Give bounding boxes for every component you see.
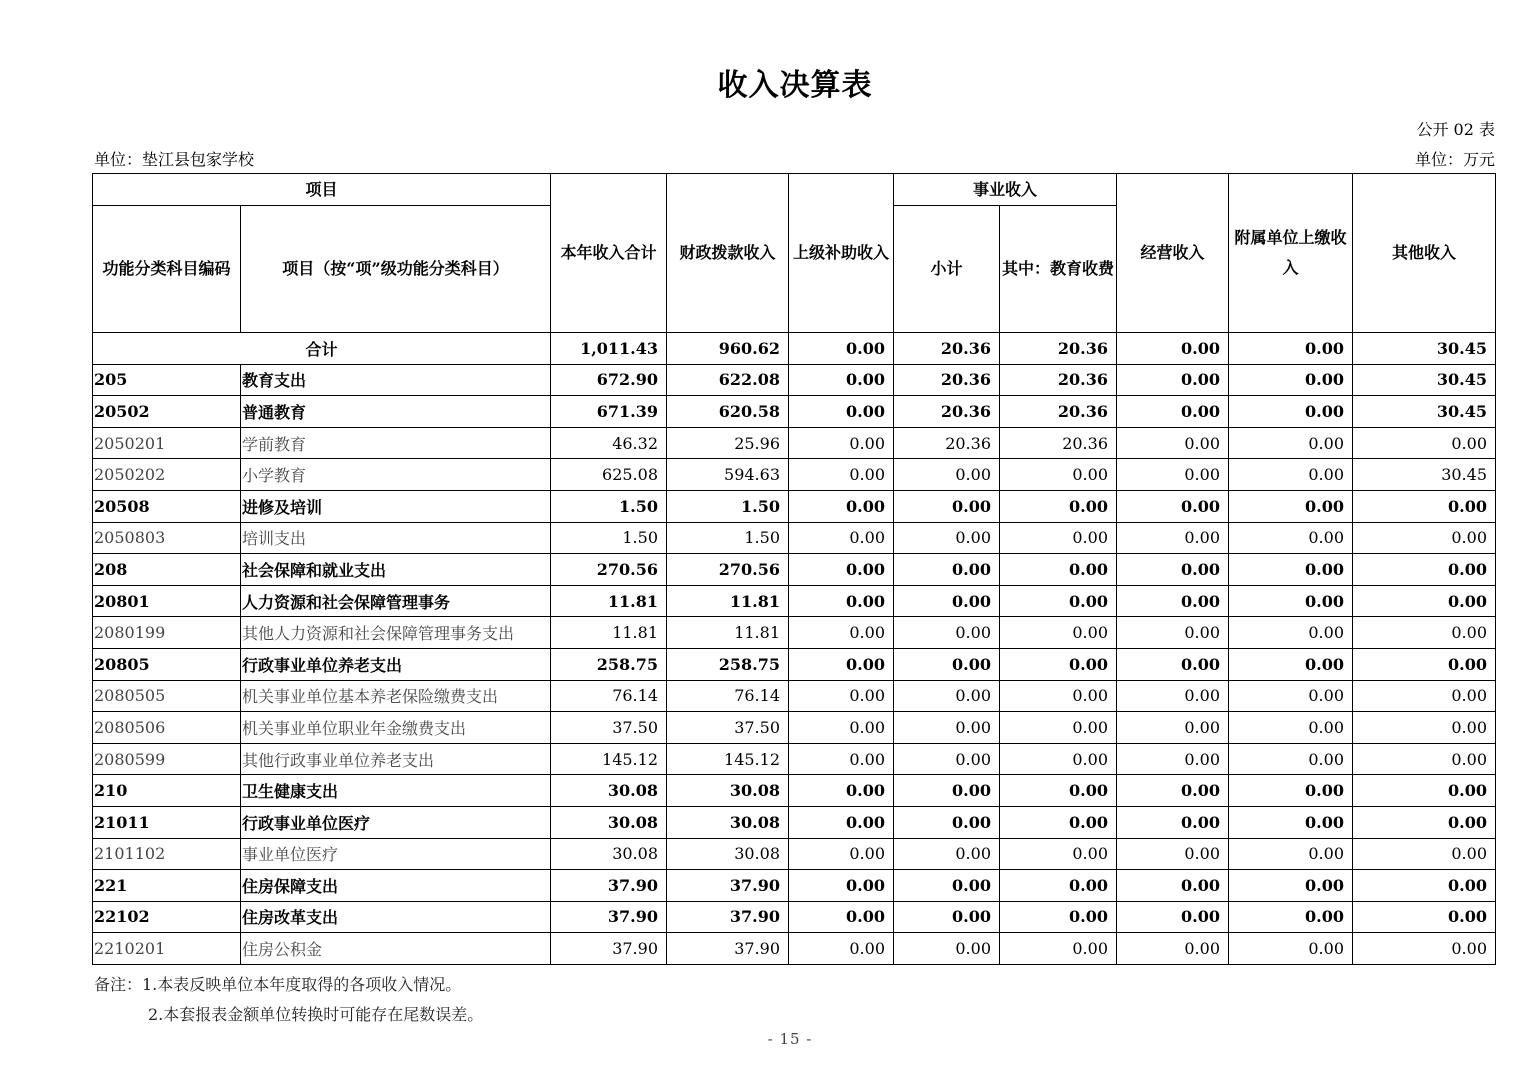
- row-value: 0.00: [789, 743, 894, 775]
- row-value: 0.00: [789, 806, 894, 838]
- row-value: 25.96: [667, 427, 789, 459]
- row-value: 0.00: [1117, 459, 1229, 491]
- row-code: 22102: [93, 901, 241, 933]
- row-code: 20801: [93, 585, 241, 617]
- row-value: 30.08: [551, 775, 667, 807]
- row-value: 0.00: [1229, 617, 1353, 649]
- table-row: [93, 585, 1496, 617]
- row-value: 0.00: [1229, 901, 1353, 933]
- row-value: 0.00: [1117, 364, 1229, 396]
- row-code: 20805: [93, 648, 241, 680]
- row-value: 0.00: [1117, 585, 1229, 617]
- row-value: 0.00: [1117, 775, 1229, 807]
- row-value: 1.50: [667, 522, 789, 554]
- row-value: 0.00: [1353, 617, 1496, 649]
- row-value: 37.50: [667, 712, 789, 744]
- row-value: 46.32: [551, 427, 667, 459]
- row-value: 30.08: [667, 838, 789, 870]
- table-row: [93, 648, 1496, 680]
- unit-name: 单位：垫江县包家学校: [94, 150, 255, 169]
- row-name: 人力资源和社会保障管理事务: [241, 585, 551, 617]
- row-value: 0.00: [789, 522, 894, 554]
- row-name: 住房保障支出: [241, 870, 551, 902]
- row-value: 594.63: [667, 459, 789, 491]
- row-value: 0.00: [894, 459, 1000, 491]
- row-value: 0.00: [894, 901, 1000, 933]
- header-affiliated: 附属单位上缴收入: [1229, 174, 1353, 333]
- row-value: 11.81: [551, 617, 667, 649]
- row-value: 0.00: [1229, 680, 1353, 712]
- row-value: 0.00: [1000, 933, 1117, 965]
- row-value: 0.00: [1000, 522, 1117, 554]
- row-value: 0.00: [1000, 712, 1117, 744]
- row-name: 卫生健康支出: [241, 775, 551, 807]
- header-xiangmu: 项目: [93, 174, 551, 206]
- header-edu-fee: 其中：教育收费: [1000, 206, 1117, 333]
- form-number: 公开 02 表: [1416, 120, 1495, 139]
- page-title: 收入决算表: [717, 68, 873, 103]
- row-value: 0.00: [1000, 901, 1117, 933]
- row-code: 208: [93, 554, 241, 586]
- row-name: 行政事业单位医疗: [241, 806, 551, 838]
- row-name: 机关事业单位基本养老保险缴费支出: [241, 680, 551, 712]
- row-value: 0.00: [894, 775, 1000, 807]
- row-value: 0.00: [894, 743, 1000, 775]
- row-value: 37.90: [551, 933, 667, 965]
- table-row: [93, 396, 1496, 428]
- row-value: 0.00: [1229, 933, 1353, 965]
- row-value: 37.90: [551, 870, 667, 902]
- row-value: 0.00: [1000, 775, 1117, 807]
- row-value: 0.00: [1117, 617, 1229, 649]
- row-value: 0.00: [1117, 712, 1229, 744]
- row-value: 0.00: [1353, 490, 1496, 522]
- row-value: 0.00: [789, 901, 894, 933]
- row-value: 0.00: [1117, 427, 1229, 459]
- row-name: 事业单位医疗: [241, 838, 551, 870]
- row-value: 0.00: [1229, 743, 1353, 775]
- header-other: 其他收入: [1353, 174, 1496, 333]
- row-value: 0.00: [789, 648, 894, 680]
- row-value: 145.12: [667, 743, 789, 775]
- row-code: 2080506: [93, 712, 241, 744]
- row-value: 0.00: [1353, 522, 1496, 554]
- row-value: 0.00: [1000, 617, 1117, 649]
- note-2: 2.本套报表金额单位转换时可能存在尾数误差。: [148, 1005, 484, 1024]
- row-value: 0.00: [1229, 554, 1353, 586]
- row-name: 教育支出: [241, 364, 551, 396]
- row-value: 0.00: [894, 522, 1000, 554]
- table-row: [93, 364, 1496, 396]
- row-value: 0.00: [894, 648, 1000, 680]
- row-value: 270.56: [551, 554, 667, 586]
- row-value: 0.00: [1117, 554, 1229, 586]
- table-row: [93, 838, 1496, 870]
- row-value: 37.90: [667, 901, 789, 933]
- row-value: 0.00: [1353, 775, 1496, 807]
- header-name: 项目（按“项”级功能分类科目）: [241, 206, 551, 333]
- row-value: 0.00: [1229, 838, 1353, 870]
- row-code: 2050803: [93, 522, 241, 554]
- currency-unit: 单位：万元: [1414, 150, 1495, 169]
- row-value: 76.14: [667, 680, 789, 712]
- row-value: 625.08: [551, 459, 667, 491]
- row-value: 0.00: [1353, 806, 1496, 838]
- row-code: 2080505: [93, 680, 241, 712]
- row-value: 0.00: [1353, 870, 1496, 902]
- row-value: 270.56: [667, 554, 789, 586]
- total-cell: 0.00: [1229, 333, 1353, 365]
- table-row: [93, 743, 1496, 775]
- row-value: 0.00: [894, 806, 1000, 838]
- table-row: [93, 901, 1496, 933]
- row-value: 0.00: [1353, 743, 1496, 775]
- row-value: 0.00: [789, 585, 894, 617]
- row-name: 培训支出: [241, 522, 551, 554]
- row-value: 11.81: [667, 585, 789, 617]
- row-value: 0.00: [1229, 806, 1353, 838]
- row-value: 1.50: [551, 490, 667, 522]
- row-value: 37.90: [667, 870, 789, 902]
- row-value: 0.00: [894, 712, 1000, 744]
- row-value: 672.90: [551, 364, 667, 396]
- row-value: 0.00: [1229, 522, 1353, 554]
- total-cell: 20.36: [1000, 333, 1117, 365]
- row-value: 11.81: [551, 585, 667, 617]
- row-value: 0.00: [1000, 680, 1117, 712]
- row-name: 社会保障和就业支出: [241, 554, 551, 586]
- header-total: 本年收入合计: [551, 174, 667, 333]
- row-value: 0.00: [894, 870, 1000, 902]
- row-value: 0.00: [1000, 743, 1117, 775]
- row-value: 37.90: [667, 933, 789, 965]
- page-number: - 15 -: [767, 1030, 813, 1048]
- row-value: 0.00: [1117, 838, 1229, 870]
- row-value: 0.00: [1229, 490, 1353, 522]
- total-label: 合计: [93, 333, 551, 365]
- row-value: 0.00: [1000, 554, 1117, 586]
- row-value: 0.00: [789, 838, 894, 870]
- row-value: 0.00: [894, 554, 1000, 586]
- row-value: 0.00: [1117, 648, 1229, 680]
- row-value: 20.36: [1000, 427, 1117, 459]
- header-shiye: 事业收入: [894, 174, 1117, 206]
- row-value: 0.00: [1353, 680, 1496, 712]
- total-cell: 30.45: [1353, 333, 1496, 365]
- row-name: 行政事业单位养老支出: [241, 648, 551, 680]
- row-value: 0.00: [894, 585, 1000, 617]
- total-cell: 960.62: [667, 333, 789, 365]
- row-value: 0.00: [789, 870, 894, 902]
- table-row: [93, 775, 1496, 807]
- row-value: 0.00: [789, 775, 894, 807]
- row-code: 210: [93, 775, 241, 807]
- row-value: 620.58: [667, 396, 789, 428]
- row-value: 0.00: [1353, 427, 1496, 459]
- row-value: 0.00: [789, 459, 894, 491]
- row-code: 205: [93, 364, 241, 396]
- row-value: 0.00: [789, 364, 894, 396]
- table-row: [93, 870, 1496, 902]
- row-value: 0.00: [789, 712, 894, 744]
- total-cell: 20.36: [894, 333, 1000, 365]
- row-value: 0.00: [894, 490, 1000, 522]
- row-value: 0.00: [1353, 712, 1496, 744]
- table-row: [93, 617, 1496, 649]
- row-value: 145.12: [551, 743, 667, 775]
- row-value: 0.00: [1353, 838, 1496, 870]
- row-value: 0.00: [1229, 396, 1353, 428]
- table-row: [93, 427, 1496, 459]
- row-value: 0.00: [1000, 490, 1117, 522]
- row-value: 30.08: [667, 806, 789, 838]
- table-row: [93, 490, 1496, 522]
- row-value: 0.00: [1353, 901, 1496, 933]
- row-value: 0.00: [894, 838, 1000, 870]
- row-value: 0.00: [789, 680, 894, 712]
- row-value: 622.08: [667, 364, 789, 396]
- header-fiscal: 财政拨款收入: [667, 174, 789, 333]
- row-value: 0.00: [1229, 585, 1353, 617]
- notes: [94, 970, 483, 1030]
- row-value: 0.00: [789, 490, 894, 522]
- row-name: 学前教育: [241, 427, 551, 459]
- row-value: 0.00: [894, 617, 1000, 649]
- row-code: 2050202: [93, 459, 241, 491]
- row-value: 0.00: [1353, 933, 1496, 965]
- header-code: 功能分类科目编码: [93, 206, 241, 333]
- note-1: 备注：1.本表反映单位本年度取得的各项收入情况。: [94, 975, 462, 994]
- row-value: 0.00: [1117, 933, 1229, 965]
- row-value: 0.00: [1229, 870, 1353, 902]
- row-value: 0.00: [1000, 648, 1117, 680]
- row-value: 0.00: [1000, 459, 1117, 491]
- row-value: 20.36: [1000, 364, 1117, 396]
- row-name: 机关事业单位职业年金缴费支出: [241, 712, 551, 744]
- row-value: 37.90: [551, 901, 667, 933]
- row-code: 2050201: [93, 427, 241, 459]
- table-row: [93, 712, 1496, 744]
- row-value: 0.00: [1229, 427, 1353, 459]
- row-value: 0.00: [1229, 712, 1353, 744]
- row-value: 0.00: [1117, 680, 1229, 712]
- row-value: 0.00: [894, 933, 1000, 965]
- row-value: 258.75: [551, 648, 667, 680]
- row-code: 2210201: [93, 933, 241, 965]
- row-value: 0.00: [1117, 396, 1229, 428]
- row-code: 2101102: [93, 838, 241, 870]
- row-value: 0.00: [1000, 838, 1117, 870]
- table-row: [93, 680, 1496, 712]
- row-name: 住房改革支出: [241, 901, 551, 933]
- row-value: 0.00: [789, 427, 894, 459]
- table-row: [93, 933, 1496, 965]
- row-value: 1.50: [667, 490, 789, 522]
- row-value: 671.39: [551, 396, 667, 428]
- row-code: 2080599: [93, 743, 241, 775]
- row-name: 普通教育: [241, 396, 551, 428]
- row-value: 20.36: [894, 427, 1000, 459]
- row-value: 0.00: [1353, 648, 1496, 680]
- row-name: 进修及培训: [241, 490, 551, 522]
- row-value: 0.00: [1000, 806, 1117, 838]
- row-value: 0.00: [1117, 743, 1229, 775]
- row-value: 30.45: [1353, 396, 1496, 428]
- row-value: 0.00: [1353, 585, 1496, 617]
- row-value: 0.00: [1117, 870, 1229, 902]
- header-subtotal: 小计: [894, 206, 1000, 333]
- row-value: 0.00: [1229, 459, 1353, 491]
- row-value: 0.00: [1117, 490, 1229, 522]
- row-value: 0.00: [789, 617, 894, 649]
- row-value: 20.36: [894, 396, 1000, 428]
- row-name: 住房公积金: [241, 933, 551, 965]
- header-superior: 上级补助收入: [789, 174, 894, 333]
- total-cell: 0.00: [1117, 333, 1229, 365]
- row-value: 30.08: [667, 775, 789, 807]
- row-value: 30.45: [1353, 459, 1496, 491]
- header-business: 经营收入: [1117, 174, 1229, 333]
- table-row: [93, 806, 1496, 838]
- row-name: 其他人力资源和社会保障管理事务支出: [241, 617, 551, 649]
- row-code: 20508: [93, 490, 241, 522]
- row-value: 258.75: [667, 648, 789, 680]
- row-value: 0.00: [789, 933, 894, 965]
- row-value: 0.00: [1000, 870, 1117, 902]
- row-value: 20.36: [1000, 396, 1117, 428]
- row-name: 其他行政事业单位养老支出: [241, 743, 551, 775]
- table-row: [93, 554, 1496, 586]
- row-value: 76.14: [551, 680, 667, 712]
- row-value: 0.00: [1117, 901, 1229, 933]
- row-code: 2080199: [93, 617, 241, 649]
- row-value: 0.00: [1353, 554, 1496, 586]
- total-cell: 1,011.43: [551, 333, 667, 365]
- row-value: 30.08: [551, 806, 667, 838]
- row-value: 30.45: [1353, 364, 1496, 396]
- row-value: 30.08: [551, 838, 667, 870]
- row-code: 21011: [93, 806, 241, 838]
- row-value: 0.00: [1229, 775, 1353, 807]
- row-value: 0.00: [789, 396, 894, 428]
- row-code: 221: [93, 870, 241, 902]
- row-value: 0.00: [789, 554, 894, 586]
- row-value: 0.00: [1000, 585, 1117, 617]
- row-value: 0.00: [1229, 364, 1353, 396]
- table-row: [93, 522, 1496, 554]
- row-value: 11.81: [667, 617, 789, 649]
- total-cell: 0.00: [789, 333, 894, 365]
- total-row: [93, 333, 1496, 365]
- row-value: 0.00: [894, 680, 1000, 712]
- row-code: 20502: [93, 396, 241, 428]
- row-value: 0.00: [1229, 648, 1353, 680]
- row-value: 1.50: [551, 522, 667, 554]
- row-value: 37.50: [551, 712, 667, 744]
- row-value: 0.00: [1117, 806, 1229, 838]
- income-table: [92, 173, 1496, 965]
- table-row: [93, 459, 1496, 491]
- row-value: 0.00: [1117, 522, 1229, 554]
- row-name: 小学教育: [241, 459, 551, 491]
- row-value: 20.36: [894, 364, 1000, 396]
